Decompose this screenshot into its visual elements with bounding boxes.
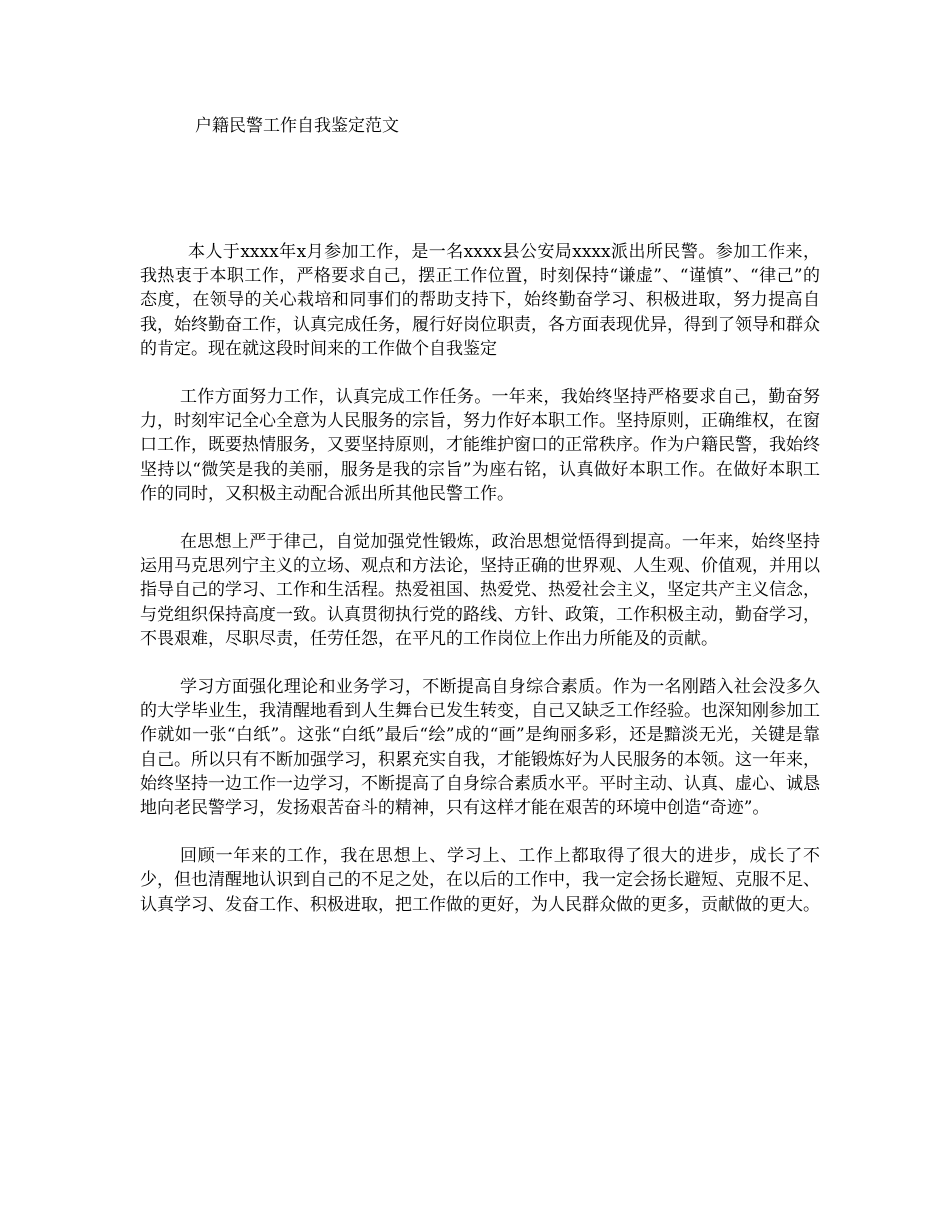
document-title: 户籍民警工作自我鉴定范文 [195,116,399,136]
paragraph-intro: 本人于xxxx年x月参加工作，是一名xxxx县公安局xxxx派出所民警。参加工作来，我热衷于本职工作，严格要求自己，摆正工作位置，时刻保持“谦虚”、“谨慎”、“律己”的态度，在领导的关心栽培和同事们的帮助支持下，始终勤奋学习、积极进取，努力提高自我，始终勤奋工作，认真完成任务，履行好岗位职责，各方面表现优异，得到了领导和群众的肯定。现在就这段时间来的工作做个自我鉴定 [140,242,820,359]
paragraph-review: 回顾一年来的工作，我在思想上、学习上、工作上都取得了很大的进步，成长了不少，但也清醒地认识到自己的不足之处，在以后的工作中，我一定会扬长避短、克服不足、认真学习、发奋工作、积极进取，把工作做的更好，为人民群众做的更多，贡献做的更大。 [140,846,820,915]
paragraph-ideology: 在思想上严于律己，自觉加强党性锻炼，政治思想觉悟得到提高。一年来，始终坚持运用马克思列宁主义的立场、观点和方法论，坚持正确的世界观、人生观、价值观，并用以指导自己的学习、工作和生活程。热爱祖国、热爱党、热爱社会主义，坚定共产主义信念，与党组织保持高度一致。认真贯彻执行党的路线、方针、政策，工作积极主动，勤奋学习，不畏艰难，尽职尽责，任劳任怨，在平凡的工作岗位上作出力所能及的贡献。 [140,532,820,649]
paragraph-work: 工作方面努力工作，认真完成工作任务。一年来，我始终坚持严格要求自己，勤奋努力，时刻牢记全心全意为人民服务的宗旨，努力作好本职工作。坚持原则，正确维权，在窗口工作，既要热情服务，又要坚持原则，才能维护窗口的正常秩序。作为户籍民警，我始终坚持以“微笑是我的美丽，服务是我的宗旨”为座右铭，认真做好本职工作。在做好本职工作的同时，又积极主动配合派出所其他民警工作。 [140,387,820,504]
paragraph-study: 学习方面强化理论和业务学习，不断提高自身综合素质。作为一名刚踏入社会没多久的大学毕业生，我清醒地看到人生舞台已发生转变，自己又缺乏工作经验。也深知刚参加工作就如一张“白纸”。这张“白纸”最后“绘”成的“画”是绚丽多彩，还是黯淡无光，关键是靠自己。所以只有不断加强学习，积累充实自我，才能锻炼好为人民服务的本领。这一年来，始终坚持一边工作一边学习，不断提高了自身综合素质水平。平时主动、认真、虚心、诚恳地向老民警学习，发扬艰苦奋斗的精神，只有这样才能在艰苦的环境中创造“奇迹”。 [140,677,820,819]
document-body [140,240,820,941]
